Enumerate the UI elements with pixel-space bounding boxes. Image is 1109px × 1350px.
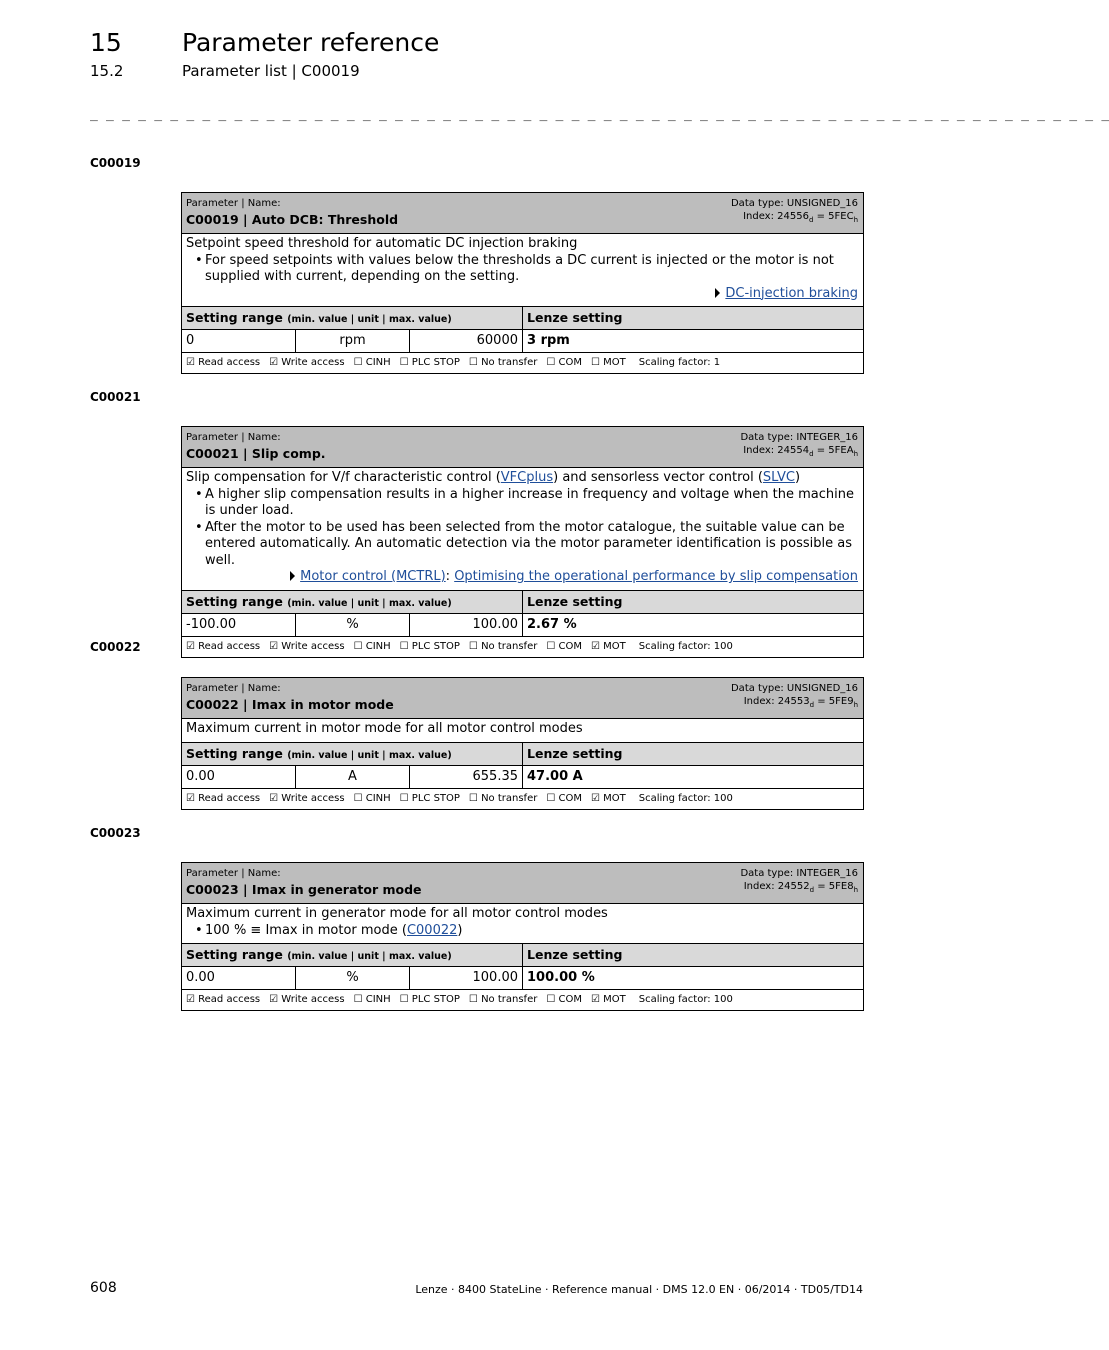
max-value: 100.00 — [410, 614, 523, 636]
param-name-label: Parameter | Name: — [186, 683, 281, 694]
unit: A — [296, 766, 410, 788]
setting-range-label: Setting range (min. value | unit | max. value) — [182, 307, 523, 329]
reference-line: Motor control (MCTRL): Optimising the operational performance by slip compensation — [186, 569, 858, 586]
link-dc-injection-braking[interactable]: DC-injection braking — [725, 285, 858, 301]
description-bullet: • For speed setpoints with values below the thresholds a DC current is injected or the motor is not supplied with current, depending on the setting. — [205, 253, 858, 286]
description-text: Slip compensation for V/f characteristic control (VFCplus) and sensorless vector control (SLVC) — [186, 470, 801, 485]
setting-range-label: Setting range (min. value | unit | max. value) — [182, 743, 523, 765]
param-table-c00019 — [181, 192, 864, 374]
chapter-number: 15 — [90, 28, 122, 57]
param-index: Index: $24553_d = 5FE9_h$ — [743, 696, 858, 709]
link-vfcplus[interactable]: VFCplus — [500, 470, 554, 485]
param-header — [182, 193, 863, 234]
section-label-c00022: C00022 — [90, 640, 141, 654]
param-name: C00019 | Auto DCB: Threshold — [186, 212, 399, 227]
section-label-c00019: C00019 — [90, 156, 141, 170]
max-value: 655.35 — [410, 766, 523, 788]
unit: % — [296, 614, 410, 636]
param-index: Index: $24554_d = 5FEA_h$ — [743, 445, 858, 458]
min-value: -100.00 — [182, 614, 296, 636]
link-motor-control[interactable]: Motor control (MCTRL) — [300, 569, 446, 584]
section-number: 15.2 — [90, 62, 124, 80]
param-table-c00022 — [181, 677, 864, 810]
setting-header-row — [182, 591, 863, 614]
section-title: Parameter list | C00019 — [182, 62, 360, 80]
setting-value-row — [182, 967, 863, 990]
description-bullet: • 100 % ≡ Imax in motor mode (C00022) — [205, 923, 858, 940]
setting-header-row — [182, 307, 863, 330]
param-name: C00021 | Slip comp. — [186, 446, 326, 461]
min-value: 0 — [182, 330, 296, 352]
footer-text: Lenze · 8400 StateLine · Reference manual · DMS 12.0 EN · 06/2014 · TD05/TD14 — [415, 1283, 863, 1296]
link-c00022[interactable]: C00022 — [406, 922, 458, 938]
link-slip-compensation[interactable]: Optimising the operational performance by slip compensation — [454, 569, 858, 584]
unit: rpm — [296, 330, 410, 352]
access-flags: ☑ Read access ☑ Write access ☐ CINH ☐ PLC STOP ☐ No transfer ☐ COM ☑ MOT Scaling factor: 100 — [186, 792, 733, 804]
min-value: 0.00 — [182, 967, 296, 989]
chapter-title: Parameter reference — [182, 28, 440, 57]
data-type: Data type: INTEGER_16 — [740, 432, 858, 443]
lenze-value: 3 rpm — [527, 333, 570, 348]
param-name-label: Parameter | Name: — [186, 198, 281, 209]
lenze-value: 2.67 % — [527, 616, 577, 632]
param-description — [182, 904, 863, 944]
setting-header-row — [182, 743, 863, 766]
param-name: C00022 | Imax in motor mode — [186, 697, 394, 712]
lenze-value: 100.00 % — [527, 970, 595, 985]
arrow-right-icon — [290, 571, 295, 581]
header-separator: _ _ _ _ _ _ _ _ _ _ _ _ _ _ _ _ _ _ _ _ _ _ _ _ _ _ _ _ _ _ _ _ _ _ _ _ _ _ _ _ _ _ _ _ _ _ _ _ _ _ _ _ _ _ _ _ _ _ _ _ _ _ _ _ — [90, 107, 1109, 122]
reference-line — [186, 286, 858, 303]
description-text: Setpoint speed threshold for automatic DC injection braking — [186, 236, 578, 251]
data-type: Data type: UNSIGNED_16 — [730, 683, 858, 694]
setting-value-row — [182, 614, 863, 637]
section-label-c00021: C00021 — [90, 390, 141, 404]
max-value: 60000 — [410, 330, 523, 352]
description-bullet: • After the motor to be used has been selected from the motor catalogue, the suitable value can be entered automatically. An automatic detection via the motor parameter identification is possible as well. — [205, 520, 858, 570]
param-header — [182, 678, 863, 719]
param-description — [182, 468, 863, 591]
param-description — [182, 234, 863, 307]
lenze-setting-label: Lenze setting — [527, 745, 623, 761]
setting-value-row — [182, 766, 863, 789]
param-name-label: Parameter | Name: — [186, 868, 281, 879]
data-type: Data type: INTEGER_16 — [740, 868, 858, 879]
unit: % — [296, 967, 410, 989]
param-description — [182, 719, 863, 743]
param-table-c00023 — [181, 862, 864, 1011]
arrow-right-icon — [715, 288, 720, 298]
description-bullet: • A higher slip compensation results in a higher increase in frequency and voltage when the machine is under load. — [205, 487, 858, 520]
access-flags: ☑ Read access ☑ Write access ☐ CINH ☐ PLC STOP ☐ No transfer ☐ COM ☑ MOT Scaling factor: 100 — [186, 640, 733, 652]
max-value: 100.00 — [410, 967, 523, 989]
setting-range-label: Setting range (min. value | unit | max. value) — [182, 944, 523, 966]
description-text: Maximum current in generator mode for all motor control modes — [186, 906, 608, 921]
description-text: Maximum current in motor mode for all motor control modes — [186, 721, 583, 736]
page-number: 608 — [90, 1280, 117, 1296]
param-index: Index: $24552_d = 5FE8_h$ — [743, 881, 858, 894]
param-name: C00023 | Imax in generator mode — [186, 882, 422, 897]
param-table-c00021 — [181, 426, 864, 658]
section-label-c00023: C00023 — [90, 826, 141, 840]
param-name-label: Parameter | Name: — [186, 432, 281, 443]
data-type: Data type: UNSIGNED_16 — [730, 198, 858, 209]
access-flags: ☑ Read access ☑ Write access ☐ CINH ☐ PLC STOP ☐ No transfer ☐ COM ☐ MOT Scaling factor: 1 — [186, 357, 721, 368]
link-slvc[interactable]: SLVC — [762, 470, 795, 485]
lenze-setting-label: Lenze setting — [527, 310, 623, 325]
lenze-setting-label: Lenze setting — [527, 593, 623, 609]
setting-value-row — [182, 330, 863, 353]
lenze-setting-label: Lenze setting — [527, 947, 623, 962]
min-value: 0.00 — [182, 766, 296, 788]
param-header — [182, 427, 863, 468]
lenze-value: 47.00 A — [527, 768, 583, 784]
setting-header-row — [182, 944, 863, 967]
access-flags: ☑ Read access ☑ Write access ☐ CINH ☐ PLC STOP ☐ No transfer ☐ COM ☑ MOT Scaling factor: 100 — [186, 994, 733, 1005]
param-header — [182, 863, 863, 904]
param-index: Index: $24556_d = 5FEC_h$ — [743, 211, 858, 224]
setting-range-label: Setting range (min. value | unit | max. value) — [182, 591, 523, 613]
